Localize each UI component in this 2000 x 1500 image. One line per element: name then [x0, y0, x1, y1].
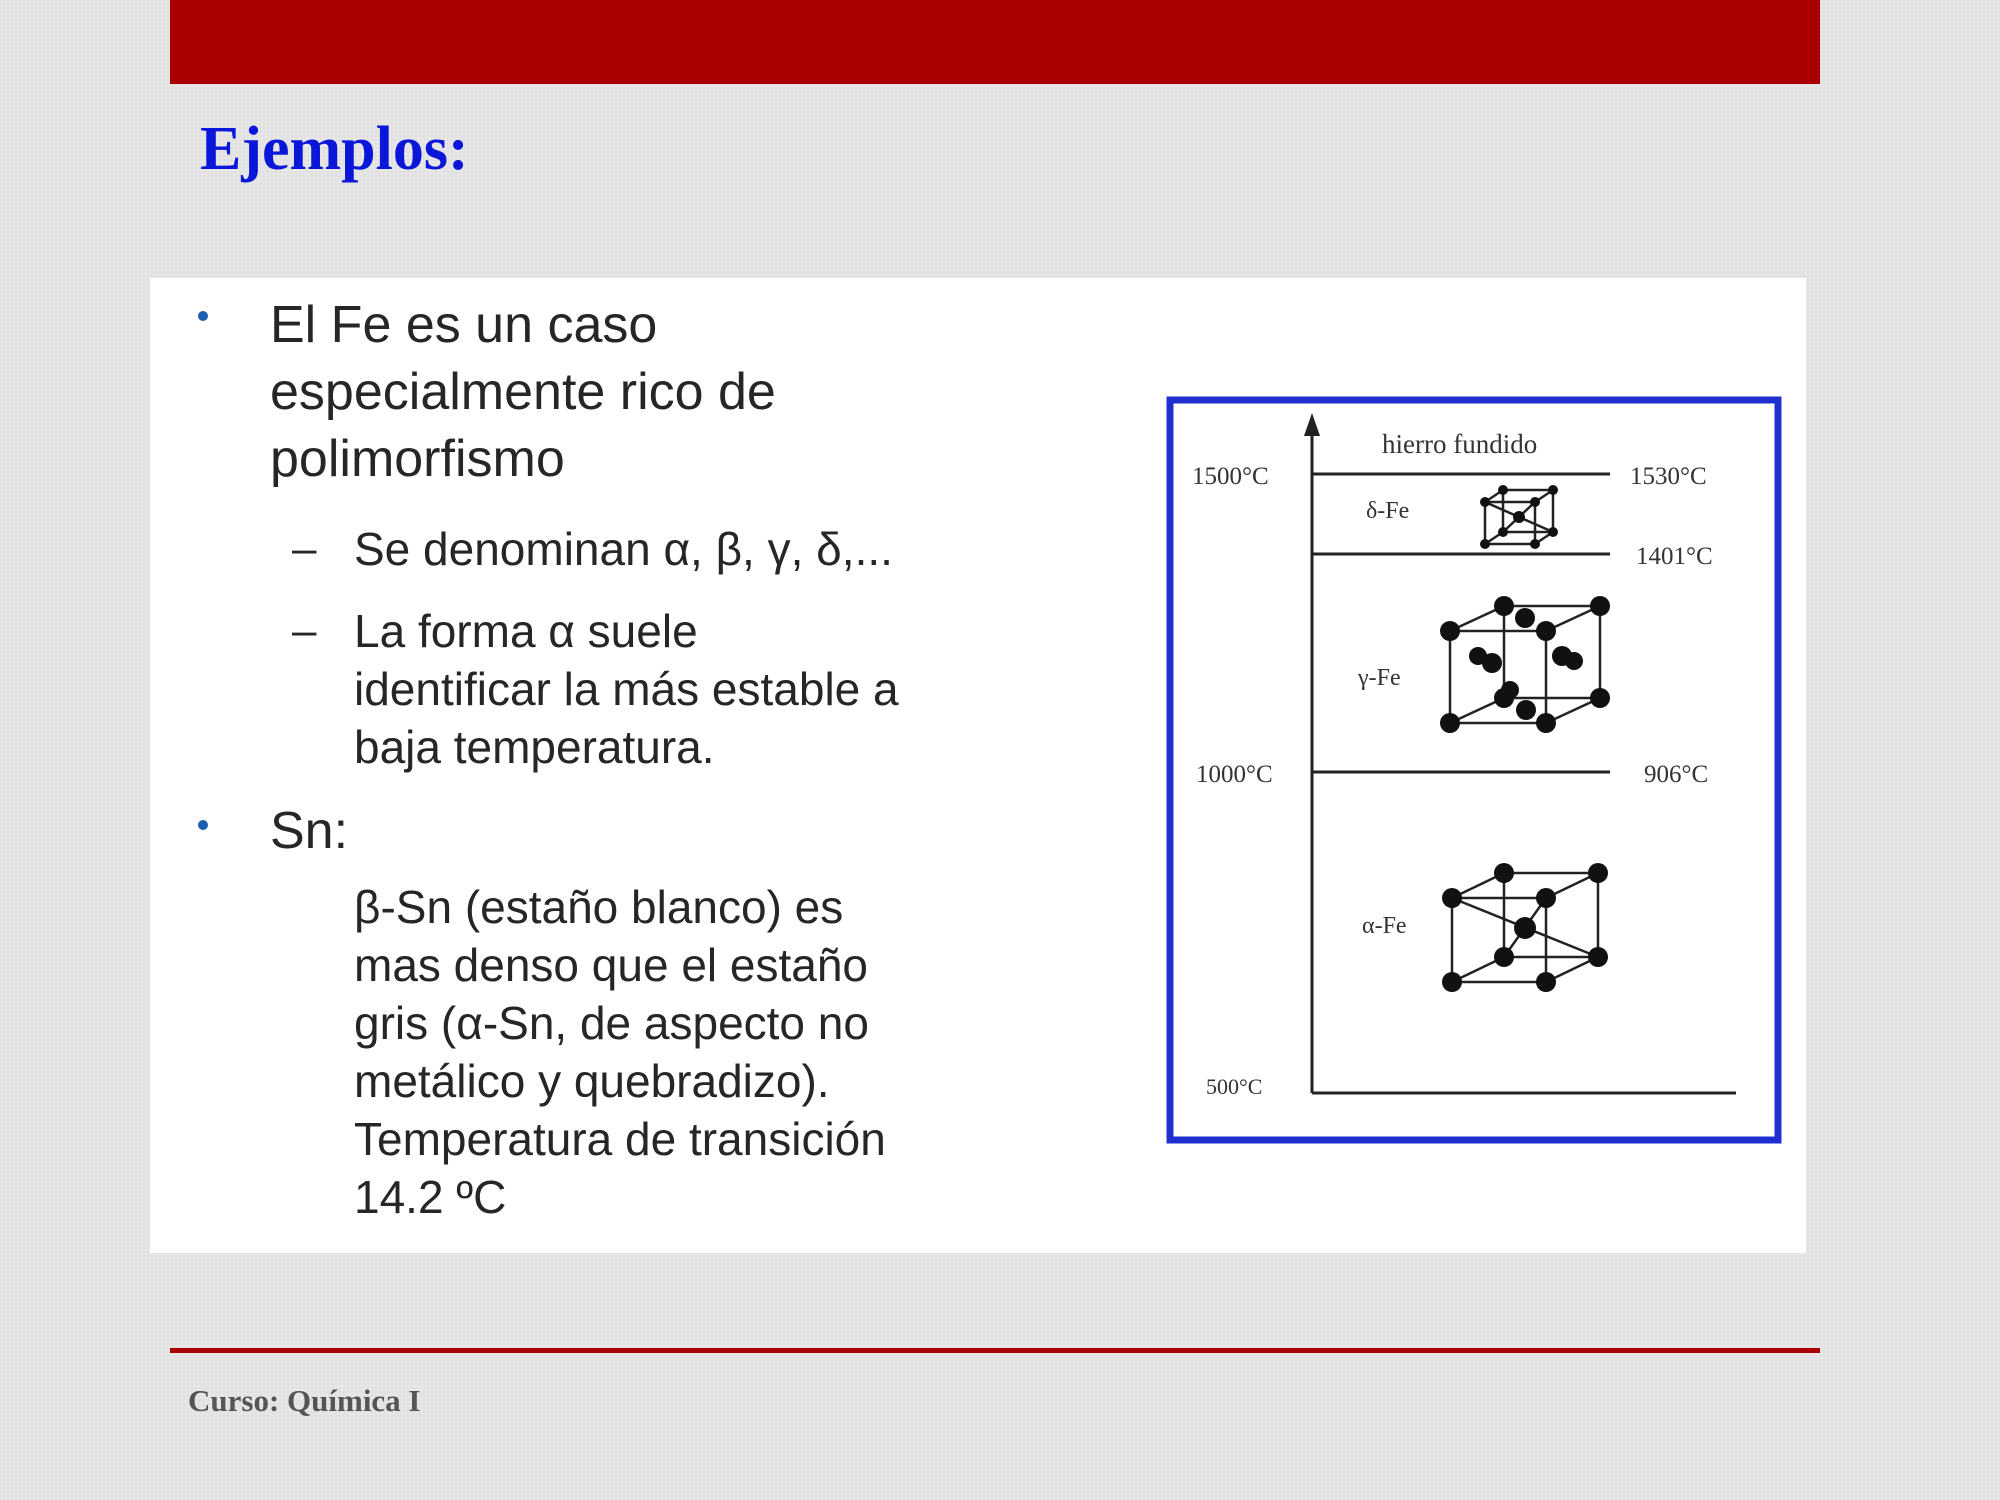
bullet-sn-text: Sn:	[270, 802, 349, 860]
sub-denominan-text: Se denominan α, β, γ, δ,...	[354, 523, 893, 575]
delta-fe-cube-icon	[1480, 485, 1558, 549]
slide-title: Ejemplos:	[200, 115, 469, 183]
sn-description-text: β-Sn (estaño blanco) es mas denso que el estaño gris (α-Sn, de aspecto no metálico y quebradizo). Temperatura de transición 14.2 ºC	[354, 881, 886, 1223]
label-1401: 1401°C	[1636, 543, 1713, 570]
label-delta-fe: δ-Fe	[1366, 498, 1410, 524]
label-1000: 1000°C	[1196, 761, 1273, 788]
bullet-fe-text: El Fe es un caso especialmente rico de polimorfismo	[270, 296, 776, 488]
iron-phase-diagram	[150, 278, 1806, 1253]
dash-icon: –	[292, 524, 317, 573]
label-906: 906°C	[1644, 761, 1709, 788]
label-alpha-fe: α-Fe	[1362, 913, 1407, 939]
label-gamma-fe: γ-Fe	[1358, 665, 1401, 691]
sub-forma-alpha-text: La forma α suele identificar la más estable a baja temperatura.	[354, 605, 899, 773]
gamma-fe-cube-icon	[1440, 596, 1610, 733]
content-image	[150, 278, 1806, 1253]
top-accent-bar	[170, 0, 1820, 84]
label-500: 500°C	[1206, 1074, 1263, 1099]
label-hierro-fundido: hierro fundido	[1382, 429, 1538, 459]
footer-divider	[170, 1348, 1820, 1353]
footer-course-label: Curso: Química I	[188, 1383, 421, 1418]
axis-arrow-icon	[1304, 413, 1320, 436]
dash-icon: –	[292, 606, 317, 655]
label-1530: 1530°C	[1630, 463, 1707, 490]
alpha-fe-cube-icon	[1442, 863, 1608, 992]
label-1500: 1500°C	[1192, 463, 1269, 490]
